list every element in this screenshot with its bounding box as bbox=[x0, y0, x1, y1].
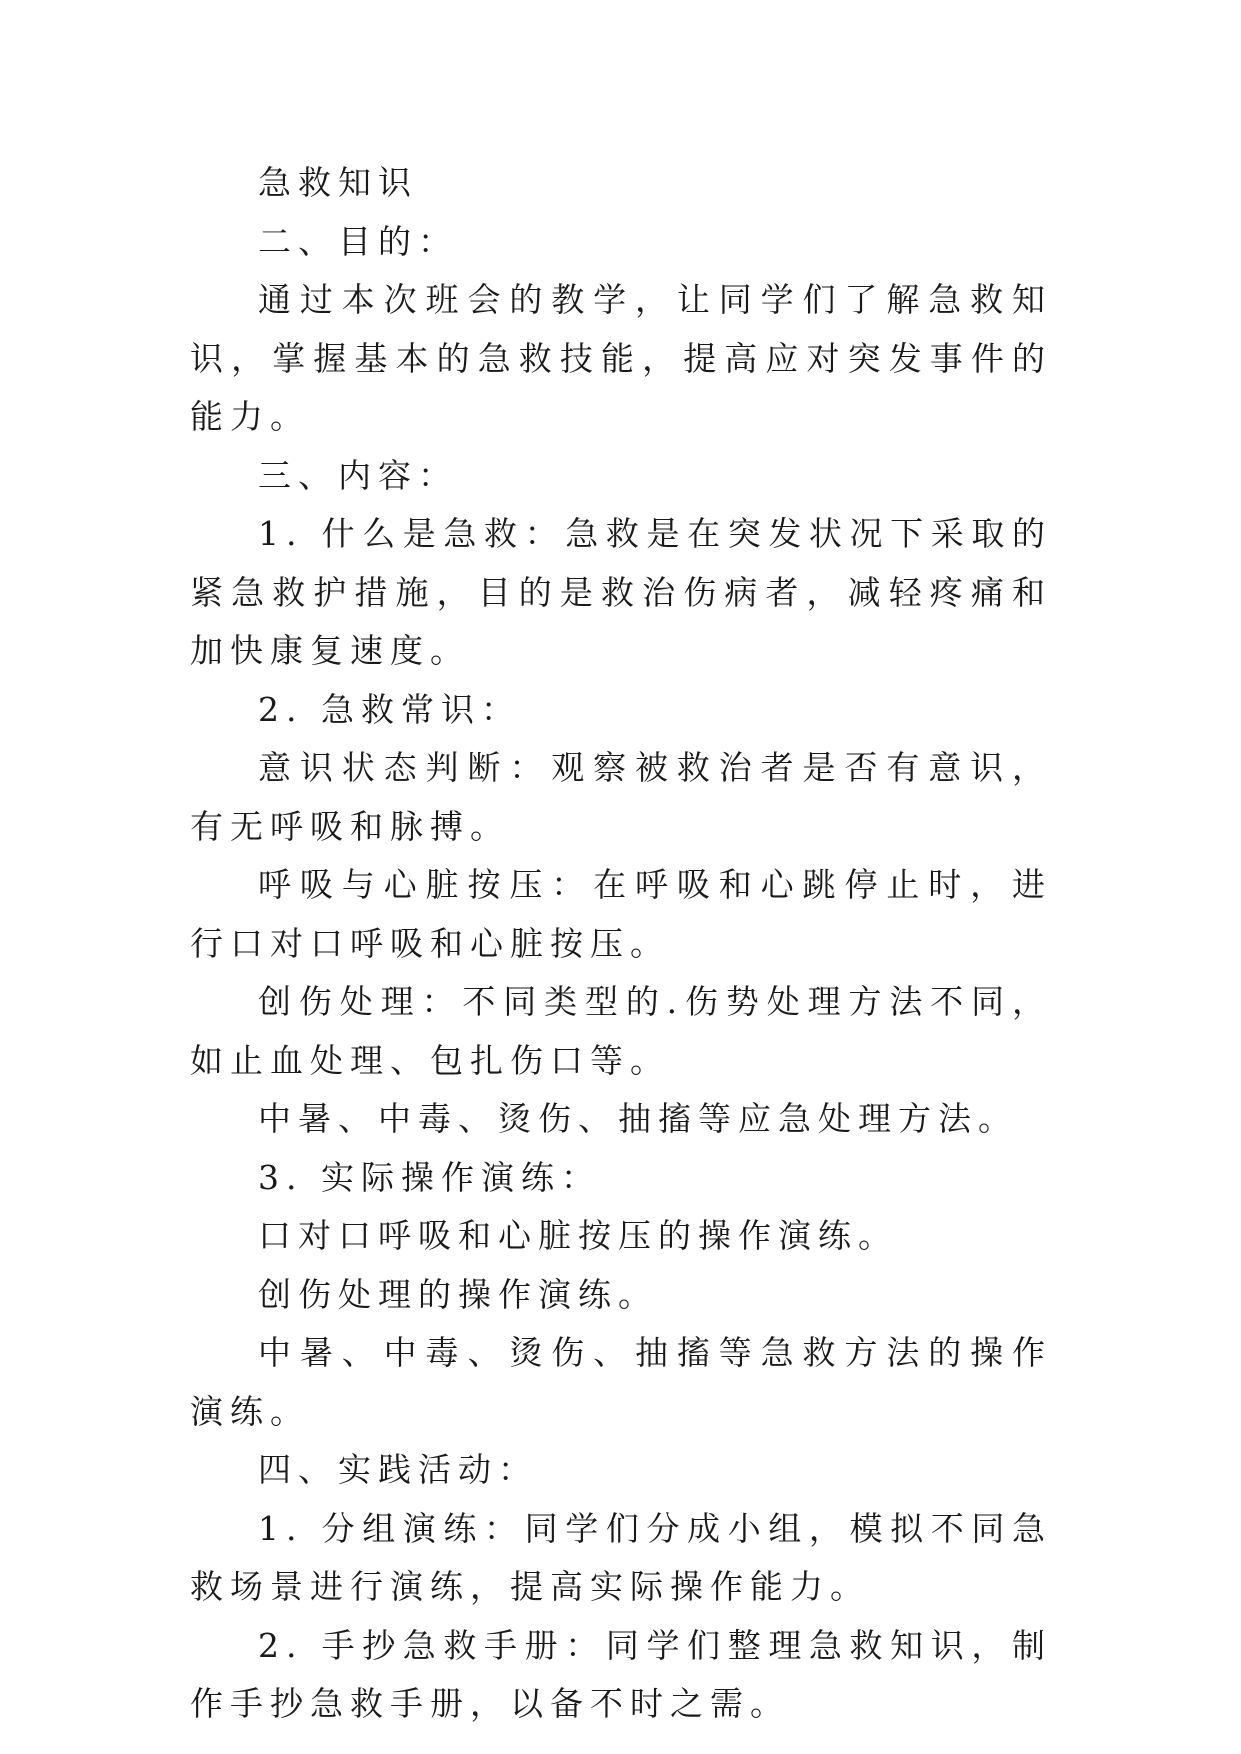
heading-activities: 四、实践活动： bbox=[258, 1450, 538, 1489]
heading-content: 三、内容： bbox=[258, 455, 458, 495]
paragraph-what-is-first-aid: 1. 什么是急救：急救是在突发状况下采取的紧急救护措施，目的是救治伤病者，减轻疼痛和加快康复速度。 bbox=[190, 514, 1052, 670]
paragraph-cpr-drill: 口对口呼吸和心脏按压的操作演练。 bbox=[258, 1216, 898, 1255]
paragraph-handbook: 2. 手抄急救手册：同学们整理急救知识，制作手抄急救手册，以备不时之需。 bbox=[190, 1625, 1052, 1723]
paragraph-emergency-methods: 中暑、中毒、烫伤、抽搐等应急处理方法。 bbox=[258, 1099, 1018, 1138]
heading-purpose: 二、目的： bbox=[258, 221, 458, 261]
heading-first-aid-basics: 2. 急救常识： bbox=[258, 689, 521, 729]
section-title: 急救知识 bbox=[258, 163, 418, 202]
paragraph-group-drill: 1. 分组演练：同学们分成小组，模拟不同急救场景进行演练，提高实际操作能力。 bbox=[190, 1508, 1052, 1606]
document-body bbox=[190, 154, 1052, 1734]
paragraph-cpr: 呼吸与心脏按压：在呼吸和心跳停止时，进行口对口呼吸和心脏按压。 bbox=[190, 865, 1052, 963]
heading-practice-drill: 3. 实际操作演练： bbox=[258, 1157, 601, 1197]
paragraph-trauma: 创伤处理：不同类型的.伤势处理方法不同，如止血处理、包扎伤口等。 bbox=[190, 982, 1052, 1080]
paragraph-trauma-drill: 创伤处理的操作演练。 bbox=[258, 1274, 658, 1314]
paragraph-consciousness: 意识状态判断：观察被救治者是否有意识，有无呼吸和脉搏。 bbox=[190, 748, 1052, 846]
paragraph-emergency-drill: 中暑、中毒、烫伤、抽搐等急救方法的操作演练。 bbox=[190, 1333, 1052, 1431]
paragraph-purpose: 通过本次班会的教学，让同学们了解急救知识，掌握基本的急救技能，提高应对突发事件的能力。 bbox=[190, 280, 1052, 436]
